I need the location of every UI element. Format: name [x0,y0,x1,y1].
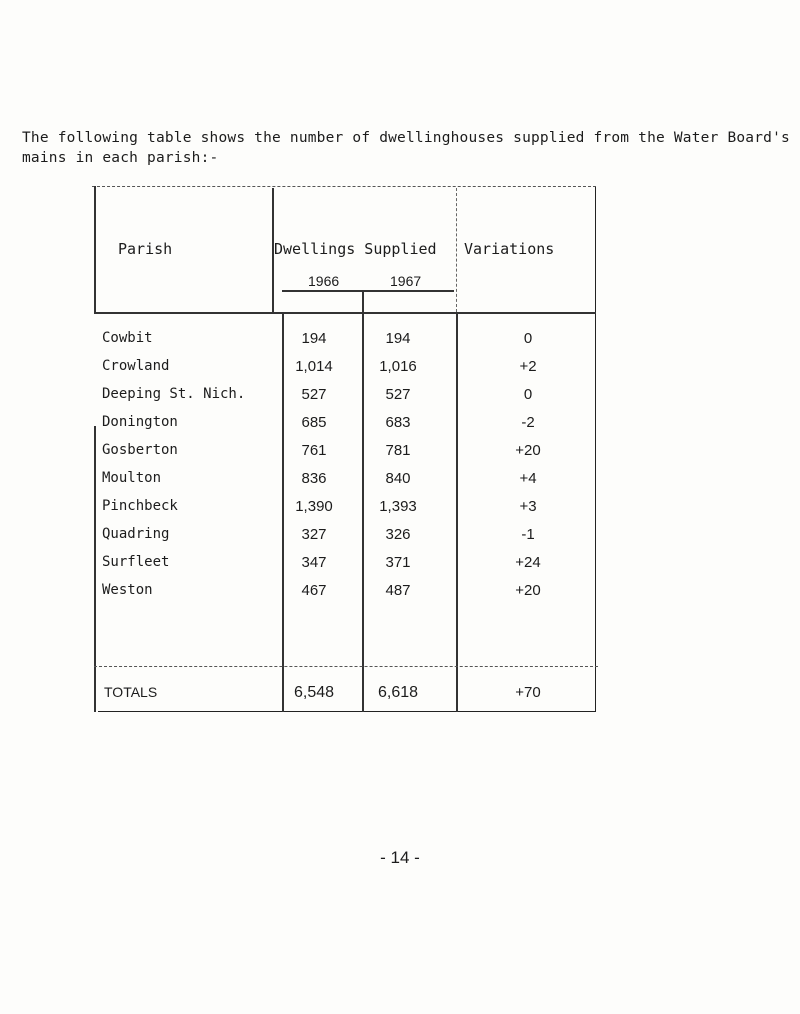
dwellings-1966-cell: 467 [301,582,327,599]
table-left-border [94,186,96,312]
parish-cell: Moulton [102,470,162,486]
totals-variation-cell: +70 [515,684,541,701]
totals-1966-cell: 6,548 [293,684,335,701]
parish-cell: Deeping St. Nich. [102,386,246,402]
dwellings-1966-cell: 761 [301,442,327,459]
dwellings-1966-cell: 327 [301,526,327,543]
dwellings-1967-cell: 326 [385,526,411,543]
page-number: - 14 - [380,848,420,867]
table-row [98,498,596,518]
variations-col-divider-header [456,188,457,312]
header-dwellings-supplied: Dwellings Supplied [274,240,437,258]
table-row [98,358,596,378]
variation-cell: -1 [521,526,535,543]
totals-top-border [94,666,598,667]
parish-cell: Gosberton [102,442,178,458]
table-row [98,386,596,406]
variation-cell: +4 [519,470,537,487]
dwellings-1967-cell: 527 [385,386,411,403]
dwellings-table [98,186,596,712]
dwellings-1966-cell: 347 [301,554,327,571]
variation-cell: +2 [519,358,537,375]
dwellings-1967-cell: 840 [385,470,411,487]
variation-cell: 0 [523,330,533,347]
parish-cell: Cowbit [102,330,153,346]
totals-1967-cell: 6,618 [377,684,419,701]
variation-cell: +20 [515,582,541,599]
dwellings-1967-cell: 1,393 [379,498,417,515]
parish-cell: Donington [102,414,178,430]
header-year-1966: 1966 [308,273,340,289]
variation-cell: -2 [521,414,535,431]
dwellings-1966-cell: 836 [301,470,327,487]
table-row [98,526,596,546]
parish-cell: Weston [102,582,153,598]
dwellings-1967-cell: 487 [385,582,411,599]
year-col-divider-header [362,290,364,312]
parish-cell: Crowland [102,358,170,374]
years-underline [282,290,454,292]
table-top-border [92,186,596,187]
totals-label: TOTALS [104,684,158,700]
table-row [98,414,596,434]
table-left-border-lower [94,426,96,712]
dwellings-1966-cell: 194 [301,330,327,347]
table-row [98,582,596,602]
parish-cell: Quadring [102,526,170,542]
variation-cell: 0 [523,386,533,403]
dwellings-1966-cell: 1,014 [295,358,333,375]
table-row [98,330,596,350]
parish-cell: Pinchbeck [102,498,178,514]
dwellings-1967-cell: 683 [385,414,411,431]
header-year-1967: 1967 [390,273,422,289]
header-parish: Parish [118,240,173,258]
variation-cell: +24 [515,554,541,571]
header-bottom-border [94,312,596,314]
dwellings-1966-cell: 685 [301,414,327,431]
header-variations: Variations [464,240,555,258]
parish-cell: Surfleet [102,554,170,570]
variation-cell: +20 [515,442,541,459]
variation-cell: +3 [519,498,537,515]
table-row [98,442,596,462]
dwellings-1967-cell: 194 [385,330,411,347]
table-row [98,554,596,574]
dwellings-1967-cell: 1,016 [379,358,417,375]
intro-paragraph: The following table shows the number of dwellinghouses supplied from the Water Board's mains in each parish:- [22,130,799,166]
dwellings-1966-cell: 527 [301,386,327,403]
dwellings-1967-cell: 781 [385,442,411,459]
totals-row [98,684,596,704]
table-row [98,470,596,490]
dwellings-1967-cell: 371 [385,554,411,571]
dwellings-1966-cell: 1,390 [295,498,333,515]
